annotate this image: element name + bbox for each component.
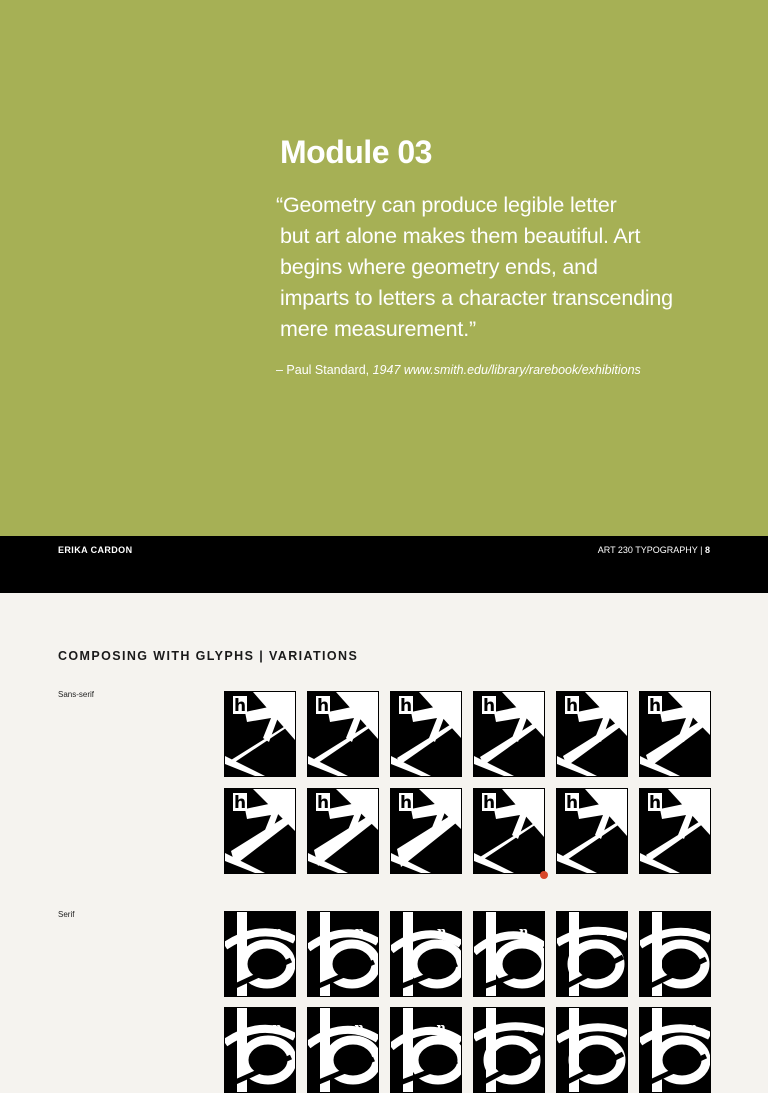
svg-text:u: u	[411, 733, 419, 746]
quote-line: imparts to letters a character transcending	[280, 286, 673, 310]
svg-text:u: u	[496, 831, 504, 844]
svg-text:u: u	[493, 732, 501, 746]
quote-line: “Geometry can produce legible letter	[276, 193, 617, 217]
sans-glyph-variation	[473, 788, 545, 874]
serif-glyph-variation	[224, 1007, 296, 1093]
sans-glyph-variation	[556, 788, 628, 874]
serif-glyph-variation	[556, 911, 628, 997]
svg-text:u: u	[241, 828, 249, 841]
sans-glyph-variation	[390, 691, 462, 777]
sans-glyph-variation	[639, 788, 711, 874]
section-title-rest: | VARIATIONS	[259, 649, 359, 663]
serif-glyph-variation	[473, 911, 545, 997]
serif-glyph-variation	[556, 1007, 628, 1093]
svg-text:h: h	[317, 793, 330, 813]
svg-text:u: u	[578, 830, 586, 844]
quote-line: begins where geometry ends, and	[280, 255, 598, 279]
quote	[276, 190, 746, 345]
sans-glyph-variation	[224, 691, 296, 777]
page-number: 8	[704, 545, 710, 555]
section-title-bold: COMPOSING WITH GLYPHS	[58, 649, 255, 663]
svg-text:n: n	[524, 1021, 534, 1036]
attribution-source: 1947 www.smith.edu/library/rarebook/exhibitions	[372, 363, 641, 377]
svg-text:n: n	[688, 925, 698, 940]
svg-text:u: u	[660, 830, 668, 843]
svg-text:n: n	[436, 1021, 446, 1036]
svg-text:u: u	[657, 731, 665, 745]
serif-glyph-variation	[307, 1007, 379, 1093]
svg-text:h: h	[483, 696, 496, 716]
serif-glyph-variation	[639, 911, 711, 997]
svg-text:h: h	[234, 793, 247, 813]
svg-text:n: n	[437, 925, 447, 940]
svg-text:n: n	[606, 1021, 616, 1036]
serif-glyph-variation	[390, 911, 462, 997]
svg-text:u: u	[323, 827, 331, 841]
sans-glyph-variation	[556, 691, 628, 777]
svg-text:h: h	[566, 793, 579, 813]
svg-text:n: n	[355, 925, 365, 940]
serif-glyph-variation	[224, 911, 296, 997]
svg-text:n: n	[519, 925, 529, 940]
sans-glyph-variation	[390, 788, 462, 874]
quote-attribution	[276, 363, 641, 377]
sans-glyph-variation	[473, 691, 545, 777]
footer-bar	[0, 536, 768, 593]
serif-glyph-variation	[639, 1007, 711, 1093]
svg-text:h: h	[649, 696, 662, 716]
serif-glyph-variation	[390, 1007, 462, 1093]
svg-text:u: u	[247, 734, 255, 747]
module-title: Module 03	[280, 134, 432, 170]
svg-text:h: h	[483, 793, 496, 813]
svg-text:h: h	[649, 793, 662, 813]
sans-glyph-variation	[639, 691, 711, 777]
svg-text:u: u	[329, 733, 337, 747]
course-name: ART 230 TYPOGRAPHY |	[597, 545, 703, 555]
attribution-author: – Paul Standard,	[276, 363, 370, 377]
footer-course	[598, 545, 710, 555]
svg-text:h: h	[400, 793, 413, 813]
module-slide	[0, 0, 768, 536]
row-label-sans-serif: Sans-serif	[58, 690, 95, 699]
sans-glyph-variation	[307, 788, 379, 874]
svg-text:n: n	[688, 1021, 698, 1036]
svg-text:h: h	[566, 696, 579, 716]
sans-glyph-variation	[307, 691, 379, 777]
svg-text:n: n	[272, 1021, 282, 1036]
row-label-serif: Serif	[58, 910, 75, 919]
section-heading	[58, 649, 358, 663]
quote-line: but art alone makes them beautiful. Art	[280, 224, 641, 248]
svg-text:n: n	[273, 925, 283, 940]
footer-author: ERIKA CARDON	[58, 545, 133, 555]
serif-glyph-variation	[473, 1007, 545, 1093]
svg-text:h: h	[400, 696, 413, 716]
quote-line: mere measurement.”	[280, 317, 476, 341]
serif-glyph-variation	[307, 911, 379, 997]
svg-text:h: h	[234, 696, 247, 716]
svg-text:u: u	[405, 827, 413, 840]
sans-glyph-variation	[224, 788, 296, 874]
svg-text:n: n	[606, 925, 616, 940]
marker-dot	[540, 871, 548, 879]
svg-text:n: n	[354, 1021, 364, 1036]
svg-text:h: h	[317, 696, 330, 716]
svg-text:u: u	[575, 732, 583, 745]
